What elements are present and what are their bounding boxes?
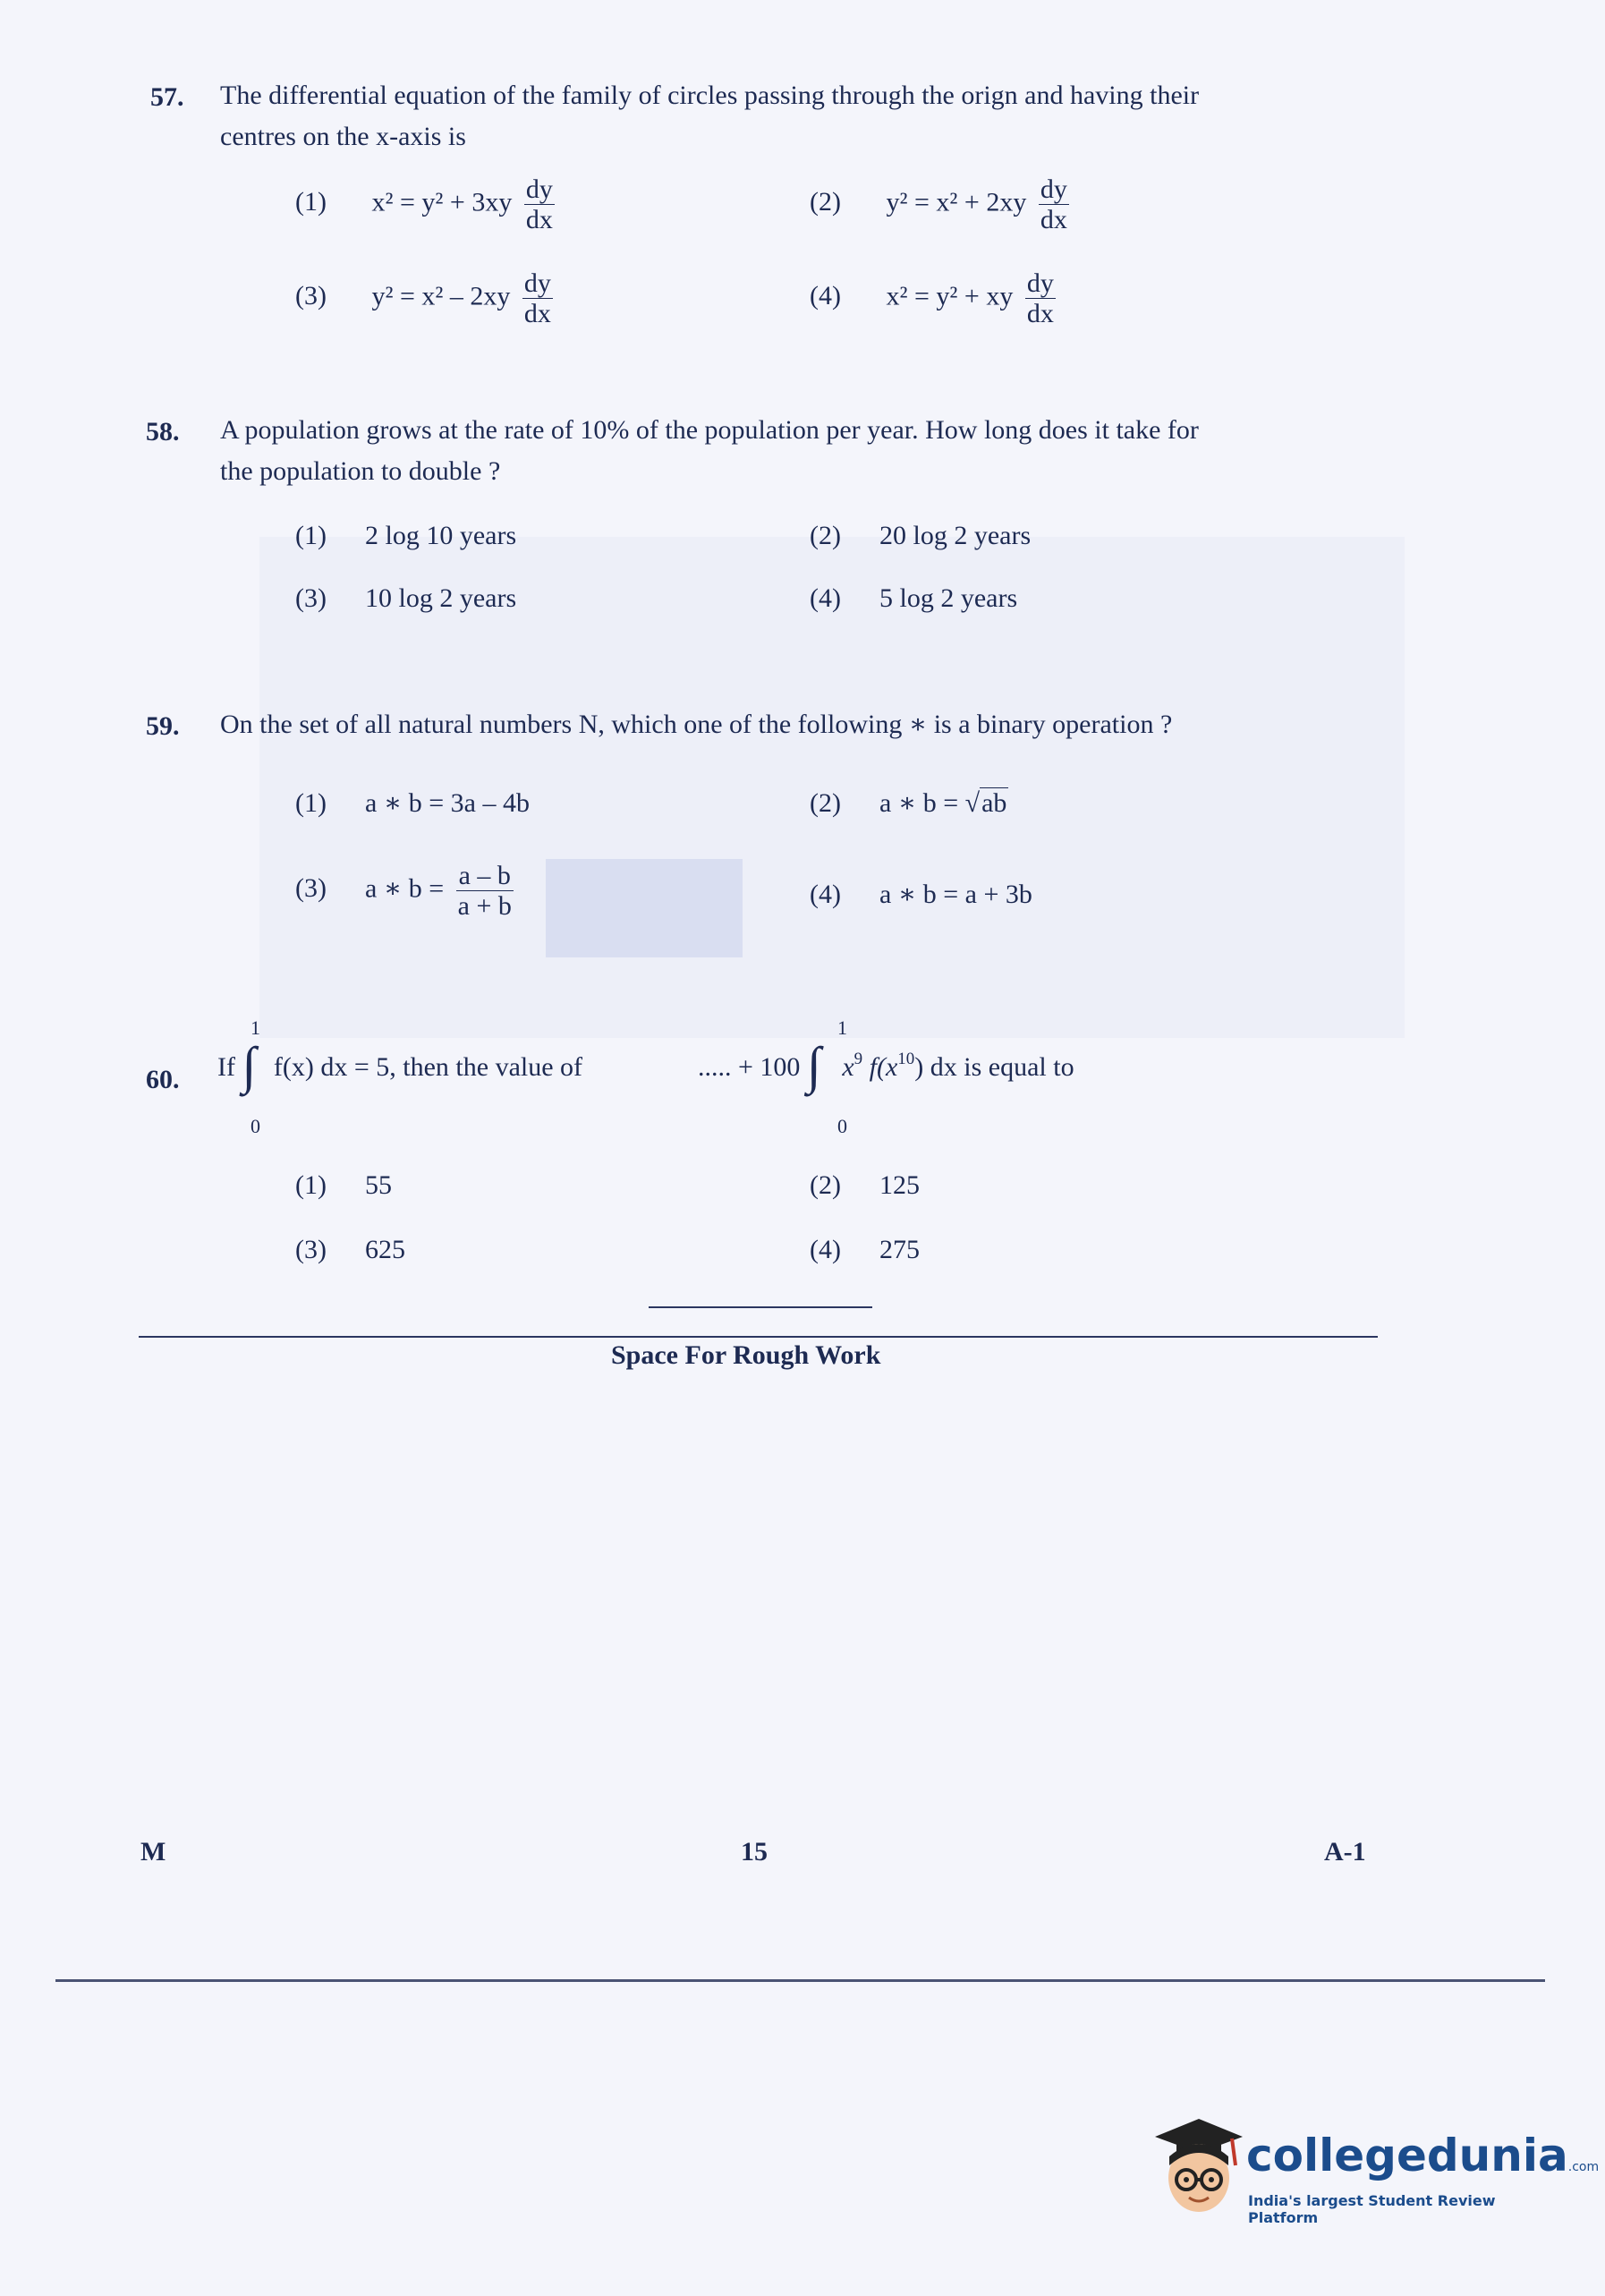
fraction [524, 174, 555, 234]
option-text: y² = x² – 2xy [371, 281, 511, 311]
numerator: dy [525, 174, 553, 204]
short-divider [649, 1306, 872, 1308]
fraction [1039, 174, 1069, 234]
option [810, 1235, 920, 1265]
numerator: dy [1026, 268, 1054, 298]
lower-limit: 0 [251, 1115, 260, 1137]
option-label: (2) [810, 788, 841, 818]
question-line: The differential equation of the family of circles passing through the orign and having their [220, 81, 1200, 110]
option-text: 10 log 2 years [365, 583, 517, 613]
option [810, 583, 1017, 614]
option [810, 787, 1008, 819]
footer-code: A-1 [1324, 1837, 1366, 1867]
fraction [456, 861, 514, 921]
option [295, 174, 555, 234]
option [810, 174, 1069, 234]
option [810, 879, 1032, 910]
option-text: 2 log 10 years [365, 521, 517, 550]
option-label: (1) [295, 1170, 327, 1200]
option [295, 268, 553, 328]
mascot-icon [1150, 2113, 1248, 2221]
question-text: On the set of all natural numbers N, which one of the following ∗ is a binary operation ? [220, 710, 1173, 739]
integral-sign: ∫ [806, 1036, 821, 1094]
option-text: a ∗ b = [365, 873, 451, 904]
page-number: 15 [741, 1837, 768, 1867]
integrand-tail: ) dx is equal to [914, 1052, 1074, 1082]
denominator: a + b [457, 891, 512, 921]
option [810, 521, 1031, 551]
option-label: (3) [295, 281, 327, 311]
fraction [1025, 268, 1056, 328]
option-label: (4) [810, 1235, 841, 1264]
option-text: y² = x² + 2xy [886, 187, 1027, 217]
variable: x [842, 1052, 854, 1082]
footer-series: M [140, 1837, 166, 1867]
denominator: dx [1026, 299, 1054, 328]
option [295, 1170, 392, 1201]
section-divider [139, 1336, 1378, 1338]
logo-suffix: .com [1567, 2160, 1600, 2174]
option [295, 1235, 405, 1265]
option-text: 275 [879, 1235, 920, 1264]
function: f(x [862, 1052, 898, 1082]
option-label: (4) [810, 880, 841, 909]
denominator: dx [523, 299, 551, 328]
exponent: 9 [853, 1050, 863, 1068]
question-line: A population grows at the rate of 10% of the population per year. How long does it take for [220, 415, 1199, 445]
option-label: (3) [295, 583, 327, 613]
upper-limit: 1 [251, 1016, 260, 1039]
denominator: dx [1040, 205, 1067, 234]
lower-limit: 0 [837, 1115, 847, 1137]
option-text: a ∗ b = [879, 788, 965, 818]
numerator: dy [1040, 174, 1067, 204]
option-text: 625 [365, 1235, 405, 1264]
option [295, 861, 514, 921]
integrand: f(x) dx = 5, then the value of [273, 1052, 583, 1082]
option-label: (1) [295, 521, 327, 550]
option-text: a ∗ b = 3a – 4b [365, 788, 530, 818]
sqrt-sign: √ [964, 788, 981, 818]
radicand: ab [981, 788, 1007, 818]
option-label: (3) [295, 1235, 327, 1264]
integral-sign: ∫ [242, 1036, 257, 1094]
option-text: x² = y² + 3xy [371, 187, 513, 217]
page-bottom-rule [55, 1979, 1545, 1982]
question-number: 60. [146, 1065, 180, 1094]
option-label: (2) [810, 1170, 841, 1200]
option-label: (1) [295, 788, 327, 818]
question-text [698, 1036, 1324, 1094]
question-line: centres on the x-axis is [220, 122, 466, 151]
numerator: a – b [456, 861, 514, 891]
option [295, 521, 516, 551]
series-lead: ..... + 100 [698, 1052, 801, 1082]
exponent: 10 [897, 1050, 915, 1068]
watermark-block [546, 859, 743, 957]
option-label: (3) [295, 873, 327, 904]
logo [1150, 2113, 1600, 2226]
question-line: the population to double ? [220, 456, 501, 486]
fraction [522, 268, 553, 328]
upper-limit: 1 [837, 1016, 847, 1039]
option-text: a ∗ b = a + 3b [879, 880, 1032, 909]
option-text: x² = y² + xy [886, 281, 1014, 311]
logo-tagline: India's largest Student Review Platform [1248, 2192, 1496, 2226]
option [295, 787, 530, 819]
option-label: (1) [295, 187, 327, 217]
option-label: (2) [810, 521, 841, 550]
option-label: (4) [810, 583, 841, 613]
option-text: 20 log 2 years [879, 521, 1032, 550]
option-text: 55 [365, 1170, 392, 1200]
integrand [842, 1052, 1074, 1082]
question-text [220, 75, 1383, 157]
question-number: 59. [146, 711, 180, 741]
logo-wordmark [1246, 2130, 1599, 2181]
option-text: 125 [879, 1170, 920, 1200]
numerator: dy [523, 268, 551, 298]
logo-name: collegedunia [1246, 2130, 1568, 2181]
rough-work-heading: Space For Rough Work [611, 1340, 881, 1370]
option-label: (4) [810, 281, 841, 311]
question-number: 57. [150, 82, 184, 112]
if-word: If [217, 1052, 235, 1082]
option-text: 5 log 2 years [879, 583, 1018, 613]
option [295, 583, 516, 614]
option-label: (2) [810, 187, 841, 217]
denominator: dx [525, 205, 553, 234]
question-number: 58. [146, 417, 180, 446]
option [810, 1170, 920, 1201]
question-text [220, 410, 1383, 492]
option [810, 268, 1056, 328]
